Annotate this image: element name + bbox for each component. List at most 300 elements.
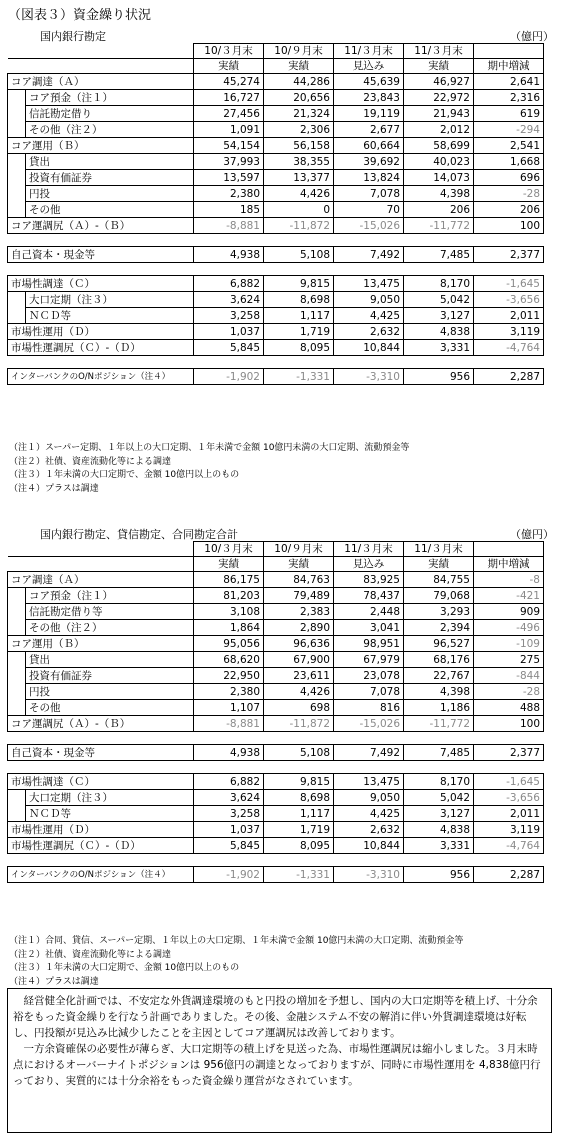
column-header: 11/３月末 [334,44,404,59]
row-label: ＮＣＤ等 [26,308,194,324]
table-row [8,369,544,385]
row-label: その他 [26,700,194,716]
value-cell: 22,950 [194,668,264,684]
value-cell: 1,091 [194,122,264,138]
value-cell: 3,624 [194,790,264,806]
value-cell: 2,541 [474,138,544,154]
value-cell: 1,037 [194,822,264,838]
table-row [8,122,544,138]
indent-cell [8,308,26,324]
value-cell: -3,310 [334,369,404,385]
value-cell: -8,881 [194,218,264,234]
value-cell: 2,011 [474,308,544,324]
value-cell: 3,624 [194,292,264,308]
value-cell: 79,068 [404,588,474,604]
value-cell: 13,597 [194,170,264,186]
indent-cell [8,106,26,122]
value-cell: 100 [474,716,544,732]
value-cell: -1,331 [264,369,334,385]
value-cell: 206 [404,202,474,218]
value-cell: 8,698 [264,790,334,806]
value-cell: 45,639 [334,74,404,90]
value-cell: -28 [474,186,544,202]
value-cell: 2,394 [404,620,474,636]
value-cell: 58,699 [404,138,474,154]
row-label: コア運調尻（Ａ）-（Ｂ） [8,218,194,234]
table-row [8,106,544,122]
value-cell: 816 [334,700,404,716]
value-cell: -3,310 [334,867,404,883]
table-row [8,838,544,854]
value-cell: 7,078 [334,186,404,202]
column-header: 10/３月末 [194,542,264,557]
spacer-row [8,234,544,247]
row-label: その他 [26,202,194,218]
value-cell: 619 [474,106,544,122]
table-row [8,588,544,604]
value-cell: 68,176 [404,652,474,668]
column-header [474,44,544,59]
value-cell: 3,127 [404,806,474,822]
section2-table [7,541,544,883]
value-cell: 5,845 [194,340,264,356]
row-label: コア調達（Ａ） [8,572,194,588]
row-label: 市場性運調尻（Ｃ）-（Ｄ） [8,340,194,356]
value-cell: 1,186 [404,700,474,716]
column-header: 11/３月末 [404,44,474,59]
value-cell: -1,902 [194,369,264,385]
row-label: ＮＣＤ等 [26,806,194,822]
value-cell: -496 [474,620,544,636]
value-cell: 86,175 [194,572,264,588]
table-row [8,822,544,838]
footnote: （注４）プラスは調達 [9,976,99,987]
value-cell: 4,938 [194,745,264,761]
value-cell: 9,050 [334,292,404,308]
indent-cell [8,652,26,668]
row-label: 市場性調達（Ｃ） [8,774,194,790]
row-label: 信託勘定借り [26,106,194,122]
value-cell: 2,287 [474,369,544,385]
indent-cell [8,170,26,186]
spacer-row [8,732,544,745]
value-cell: 60,664 [334,138,404,154]
value-cell: 6,882 [194,774,264,790]
value-cell: -294 [474,122,544,138]
table-row [8,700,544,716]
value-cell: -15,026 [334,218,404,234]
table-row [8,292,544,308]
row-label: 投資有価証券 [26,170,194,186]
document-title: （図表３）資金繰り状況 [8,8,152,23]
column-header: 実績 [264,557,334,572]
column-header: 期中増減 [474,59,544,74]
indent-cell [8,122,26,138]
table-row [8,668,544,684]
value-cell: -1,902 [194,867,264,883]
value-cell: 22,767 [404,668,474,684]
value-cell: 3,127 [404,308,474,324]
row-label: 市場性調達（Ｃ） [8,276,194,292]
value-cell: 2,632 [334,822,404,838]
footnote: （注１）合同、貸信、スーパー定期、１年以上の大口定期、１年未満で金額 10億円未満の大口定期、流動預金等 [9,936,464,946]
value-cell: 95,056 [194,636,264,652]
row-label: インターバンクのO/Nポジション（注４） [8,369,194,385]
indent-cell [8,620,26,636]
value-cell: 1,668 [474,154,544,170]
value-cell: 2,287 [474,867,544,883]
table-row [8,154,544,170]
value-cell: 13,475 [334,276,404,292]
value-cell: 3,108 [194,604,264,620]
value-cell: 10,844 [334,838,404,854]
value-cell: 22,972 [404,90,474,106]
row-label: 自己資本・現金等 [8,745,194,761]
section2-unit: （億円） [510,528,554,541]
value-cell: 3,258 [194,806,264,822]
value-cell: 13,824 [334,170,404,186]
footnote: （注２）社債、資産流動化等による調達 [9,456,172,467]
table-row [8,202,544,218]
value-cell: 20,656 [264,90,334,106]
row-label: 投資有価証券 [26,668,194,684]
value-cell: 2,448 [334,604,404,620]
value-cell: 9,815 [264,774,334,790]
row-label: 信託勘定借り等 [26,604,194,620]
indent-cell [8,668,26,684]
value-cell: 98,951 [334,636,404,652]
value-cell: 78,437 [334,588,404,604]
value-cell: -1,645 [474,276,544,292]
value-cell: 275 [474,652,544,668]
table-row [8,636,544,652]
row-label: 自己資本・現金等 [8,247,194,263]
row-label: 貸出 [26,154,194,170]
indent-cell [8,292,26,308]
row-label: 市場性運用（Ｄ） [8,822,194,838]
value-cell: 5,108 [264,745,334,761]
row-label: 大口定期（注３） [26,790,194,806]
value-cell: 79,489 [264,588,334,604]
column-header: 実績 [264,59,334,74]
row-label: 大口定期（注３） [26,292,194,308]
value-cell: 96,527 [404,636,474,652]
table-row [8,186,544,202]
value-cell: 81,203 [194,588,264,604]
table-row [8,247,544,263]
value-cell: 2,377 [474,745,544,761]
section2-notes [9,935,463,989]
value-cell: 185 [194,202,264,218]
value-cell: 40,023 [404,154,474,170]
table-row [8,308,544,324]
section1-notes [9,442,409,496]
value-cell: 2,377 [474,247,544,263]
table-row [8,620,544,636]
header-row [8,542,544,557]
value-cell: 2,632 [334,324,404,340]
value-cell: 21,324 [264,106,334,122]
footnote: （注１）スーパー定期、１年以上の大口定期、１年未満で金額 10億円未満の大口定期、流動預金等 [9,443,410,453]
value-cell: 56,158 [264,138,334,154]
footnote: （注３）１年未満の大口定期で、金額 10億円以上のもの [9,963,240,973]
value-cell: 7,492 [334,247,404,263]
table-row [8,218,544,234]
spacer-row [8,761,544,774]
row-label: 円投 [26,684,194,700]
value-cell: 8,095 [264,838,334,854]
indent-cell [8,186,26,202]
indent-cell [8,90,26,106]
column-header [474,542,544,557]
row-label: 市場性運用（Ｄ） [8,324,194,340]
value-cell: 5,042 [404,292,474,308]
value-cell: 206 [474,202,544,218]
value-cell: 4,426 [264,186,334,202]
footnote: （注４）プラスは調達 [9,483,99,494]
value-cell: 5,108 [264,247,334,263]
value-cell: 23,078 [334,668,404,684]
footnote: （注２）社債、資産流動化等による調達 [9,949,172,960]
section1-table [7,43,544,385]
indent-cell [8,154,26,170]
value-cell: 3,119 [474,324,544,340]
value-cell: 7,485 [404,745,474,761]
value-cell: 3,293 [404,604,474,620]
section2-label: 国内銀行勘定、貸信勘定、合同勘定合計 [40,528,238,541]
value-cell: 68,620 [194,652,264,668]
value-cell: -8 [474,572,544,588]
value-cell: 16,727 [194,90,264,106]
value-cell: 37,993 [194,154,264,170]
value-cell: 2,380 [194,186,264,202]
value-cell: -844 [474,668,544,684]
value-cell: 14,073 [404,170,474,186]
value-cell: 1,719 [264,324,334,340]
value-cell: 46,927 [404,74,474,90]
value-cell: 2,380 [194,684,264,700]
column-header: 11/３月末 [334,542,404,557]
value-cell: 39,692 [334,154,404,170]
value-cell: 956 [404,369,474,385]
table-row [8,790,544,806]
value-cell: 4,398 [404,684,474,700]
table-row [8,684,544,700]
column-header: 実績 [404,557,474,572]
value-cell: 10,844 [334,340,404,356]
value-cell: 7,485 [404,247,474,263]
value-cell: 84,755 [404,572,474,588]
indent-cell [8,790,26,806]
value-cell: 38,355 [264,154,334,170]
value-cell: 4,425 [334,308,404,324]
value-cell: -3,656 [474,790,544,806]
commentary-box [7,988,552,1133]
spacer-row [8,263,544,276]
value-cell: 909 [474,604,544,620]
value-cell: 3,331 [404,838,474,854]
table-row [8,716,544,732]
value-cell: 3,119 [474,822,544,838]
value-cell: 70 [334,202,404,218]
value-cell: -4,764 [474,340,544,356]
value-cell: 696 [474,170,544,186]
value-cell: 96,636 [264,636,334,652]
table-row [8,276,544,292]
value-cell: 2,011 [474,806,544,822]
row-label: コア運調尻（Ａ）-（Ｂ） [8,716,194,732]
value-cell: 44,286 [264,74,334,90]
row-label: 円投 [26,186,194,202]
value-cell: 1,037 [194,324,264,340]
value-cell: -8,881 [194,716,264,732]
value-cell: 2,012 [404,122,474,138]
value-cell: 19,119 [334,106,404,122]
value-cell: 2,316 [474,90,544,106]
value-cell: -11,872 [264,218,334,234]
value-cell: 2,306 [264,122,334,138]
row-label: 市場性運調尻（Ｃ）-（Ｄ） [8,838,194,854]
value-cell: 21,943 [404,106,474,122]
value-cell: 67,979 [334,652,404,668]
table-row [8,774,544,790]
value-cell: 2,677 [334,122,404,138]
indent-cell [8,588,26,604]
value-cell: -28 [474,684,544,700]
value-cell: 45,274 [194,74,264,90]
spacer-row [8,356,544,369]
value-cell: 4,398 [404,186,474,202]
header-row [8,44,544,59]
row-label: 貸出 [26,652,194,668]
value-cell: 100 [474,218,544,234]
row-label: コア運用（Ｂ） [8,138,194,154]
value-cell: 23,843 [334,90,404,106]
column-header: 実績 [404,59,474,74]
row-label: その他（注２） [26,122,194,138]
section1-label: 国内銀行勘定 [40,30,106,43]
value-cell: 1,864 [194,620,264,636]
value-cell: 1,107 [194,700,264,716]
column-header: 期中増減 [474,557,544,572]
row-label: コア調達（Ａ） [8,74,194,90]
value-cell: 9,815 [264,276,334,292]
row-label: コア預金（注１） [26,588,194,604]
value-cell: 8,170 [404,276,474,292]
value-cell: 1,117 [264,308,334,324]
value-cell: 4,426 [264,684,334,700]
value-cell: -15,026 [334,716,404,732]
row-label: コア預金（注１） [26,90,194,106]
value-cell: -4,764 [474,838,544,854]
section1-unit: （億円） [510,30,554,43]
value-cell: 2,383 [264,604,334,620]
column-header: 10/９月末 [264,44,334,59]
footnote: （注３）１年未満の大口定期で、金額 10億円以上のもの [9,470,240,480]
value-cell: 84,763 [264,572,334,588]
value-cell: 698 [264,700,334,716]
spacer-row [8,854,544,867]
value-cell: 7,078 [334,684,404,700]
value-cell: 1,719 [264,822,334,838]
header-row [8,557,544,572]
value-cell: -1,645 [474,774,544,790]
value-cell: -11,872 [264,716,334,732]
value-cell: 8,095 [264,340,334,356]
value-cell: 8,698 [264,292,334,308]
value-cell: 3,331 [404,340,474,356]
value-cell: 956 [404,867,474,883]
indent-cell [8,806,26,822]
table-row [8,604,544,620]
table-row [8,340,544,356]
value-cell: 13,377 [264,170,334,186]
value-cell: 1,117 [264,806,334,822]
indent-cell [8,700,26,716]
value-cell: 5,042 [404,790,474,806]
value-cell: 2,641 [474,74,544,90]
value-cell: 0 [264,202,334,218]
table-row [8,74,544,90]
column-header: 11/３月末 [404,542,474,557]
table-row [8,324,544,340]
value-cell: 83,925 [334,572,404,588]
value-cell: 54,154 [194,138,264,154]
row-label: インターバンクのO/Nポジション（注４） [8,867,194,883]
value-cell: 9,050 [334,790,404,806]
table-row [8,806,544,822]
indent-cell [8,604,26,620]
value-cell: 4,938 [194,247,264,263]
row-label: その他（注２） [26,620,194,636]
commentary-text: 経営健全化計画では、不安定な外貨調達環境のもと円投の増加を予想し、国内の大口定期等を積上げ、十分余裕をもった資金繰りを行なう計画でありました。その後、金融システム不安の解消に伴い外貨調達環境は好転し、円投額が見込み比減少したことを主因としてコア運調尻は改善しております。 一方余資確保の必要性が薄らぎ、大口定期等の積上げを見送った為、市場性運調尻は縮小しました。３月末時点におけるオーバーナイトポジションは 956億円の調達となっておりますが、同時に市場性運用を 4,838億円行っており、実質的には十分余裕をもった資金繰り運営がなされています。 [13,995,541,1087]
value-cell: 3,258 [194,308,264,324]
column-header: 実績 [194,557,264,572]
value-cell: 8,170 [404,774,474,790]
value-cell: 23,611 [264,668,334,684]
table-row [8,170,544,186]
value-cell: -11,772 [404,716,474,732]
table-row [8,90,544,106]
value-cell: 4,425 [334,806,404,822]
column-header: 見込み [334,59,404,74]
value-cell: 27,456 [194,106,264,122]
column-header: 10/９月末 [264,542,334,557]
table-row [8,572,544,588]
value-cell: 5,845 [194,838,264,854]
indent-cell [8,684,26,700]
indent-cell [8,202,26,218]
table-row [8,138,544,154]
value-cell: 7,492 [334,745,404,761]
value-cell: 6,882 [194,276,264,292]
column-header: 見込み [334,557,404,572]
value-cell: -11,772 [404,218,474,234]
value-cell: 488 [474,700,544,716]
value-cell: 2,890 [264,620,334,636]
value-cell: -421 [474,588,544,604]
row-label: コア運用（Ｂ） [8,636,194,652]
value-cell: -3,656 [474,292,544,308]
value-cell: -109 [474,636,544,652]
value-cell: 3,041 [334,620,404,636]
table-row [8,745,544,761]
value-cell: 4,838 [404,822,474,838]
value-cell: 13,475 [334,774,404,790]
table-row [8,867,544,883]
value-cell: 67,900 [264,652,334,668]
header-row [8,59,544,74]
